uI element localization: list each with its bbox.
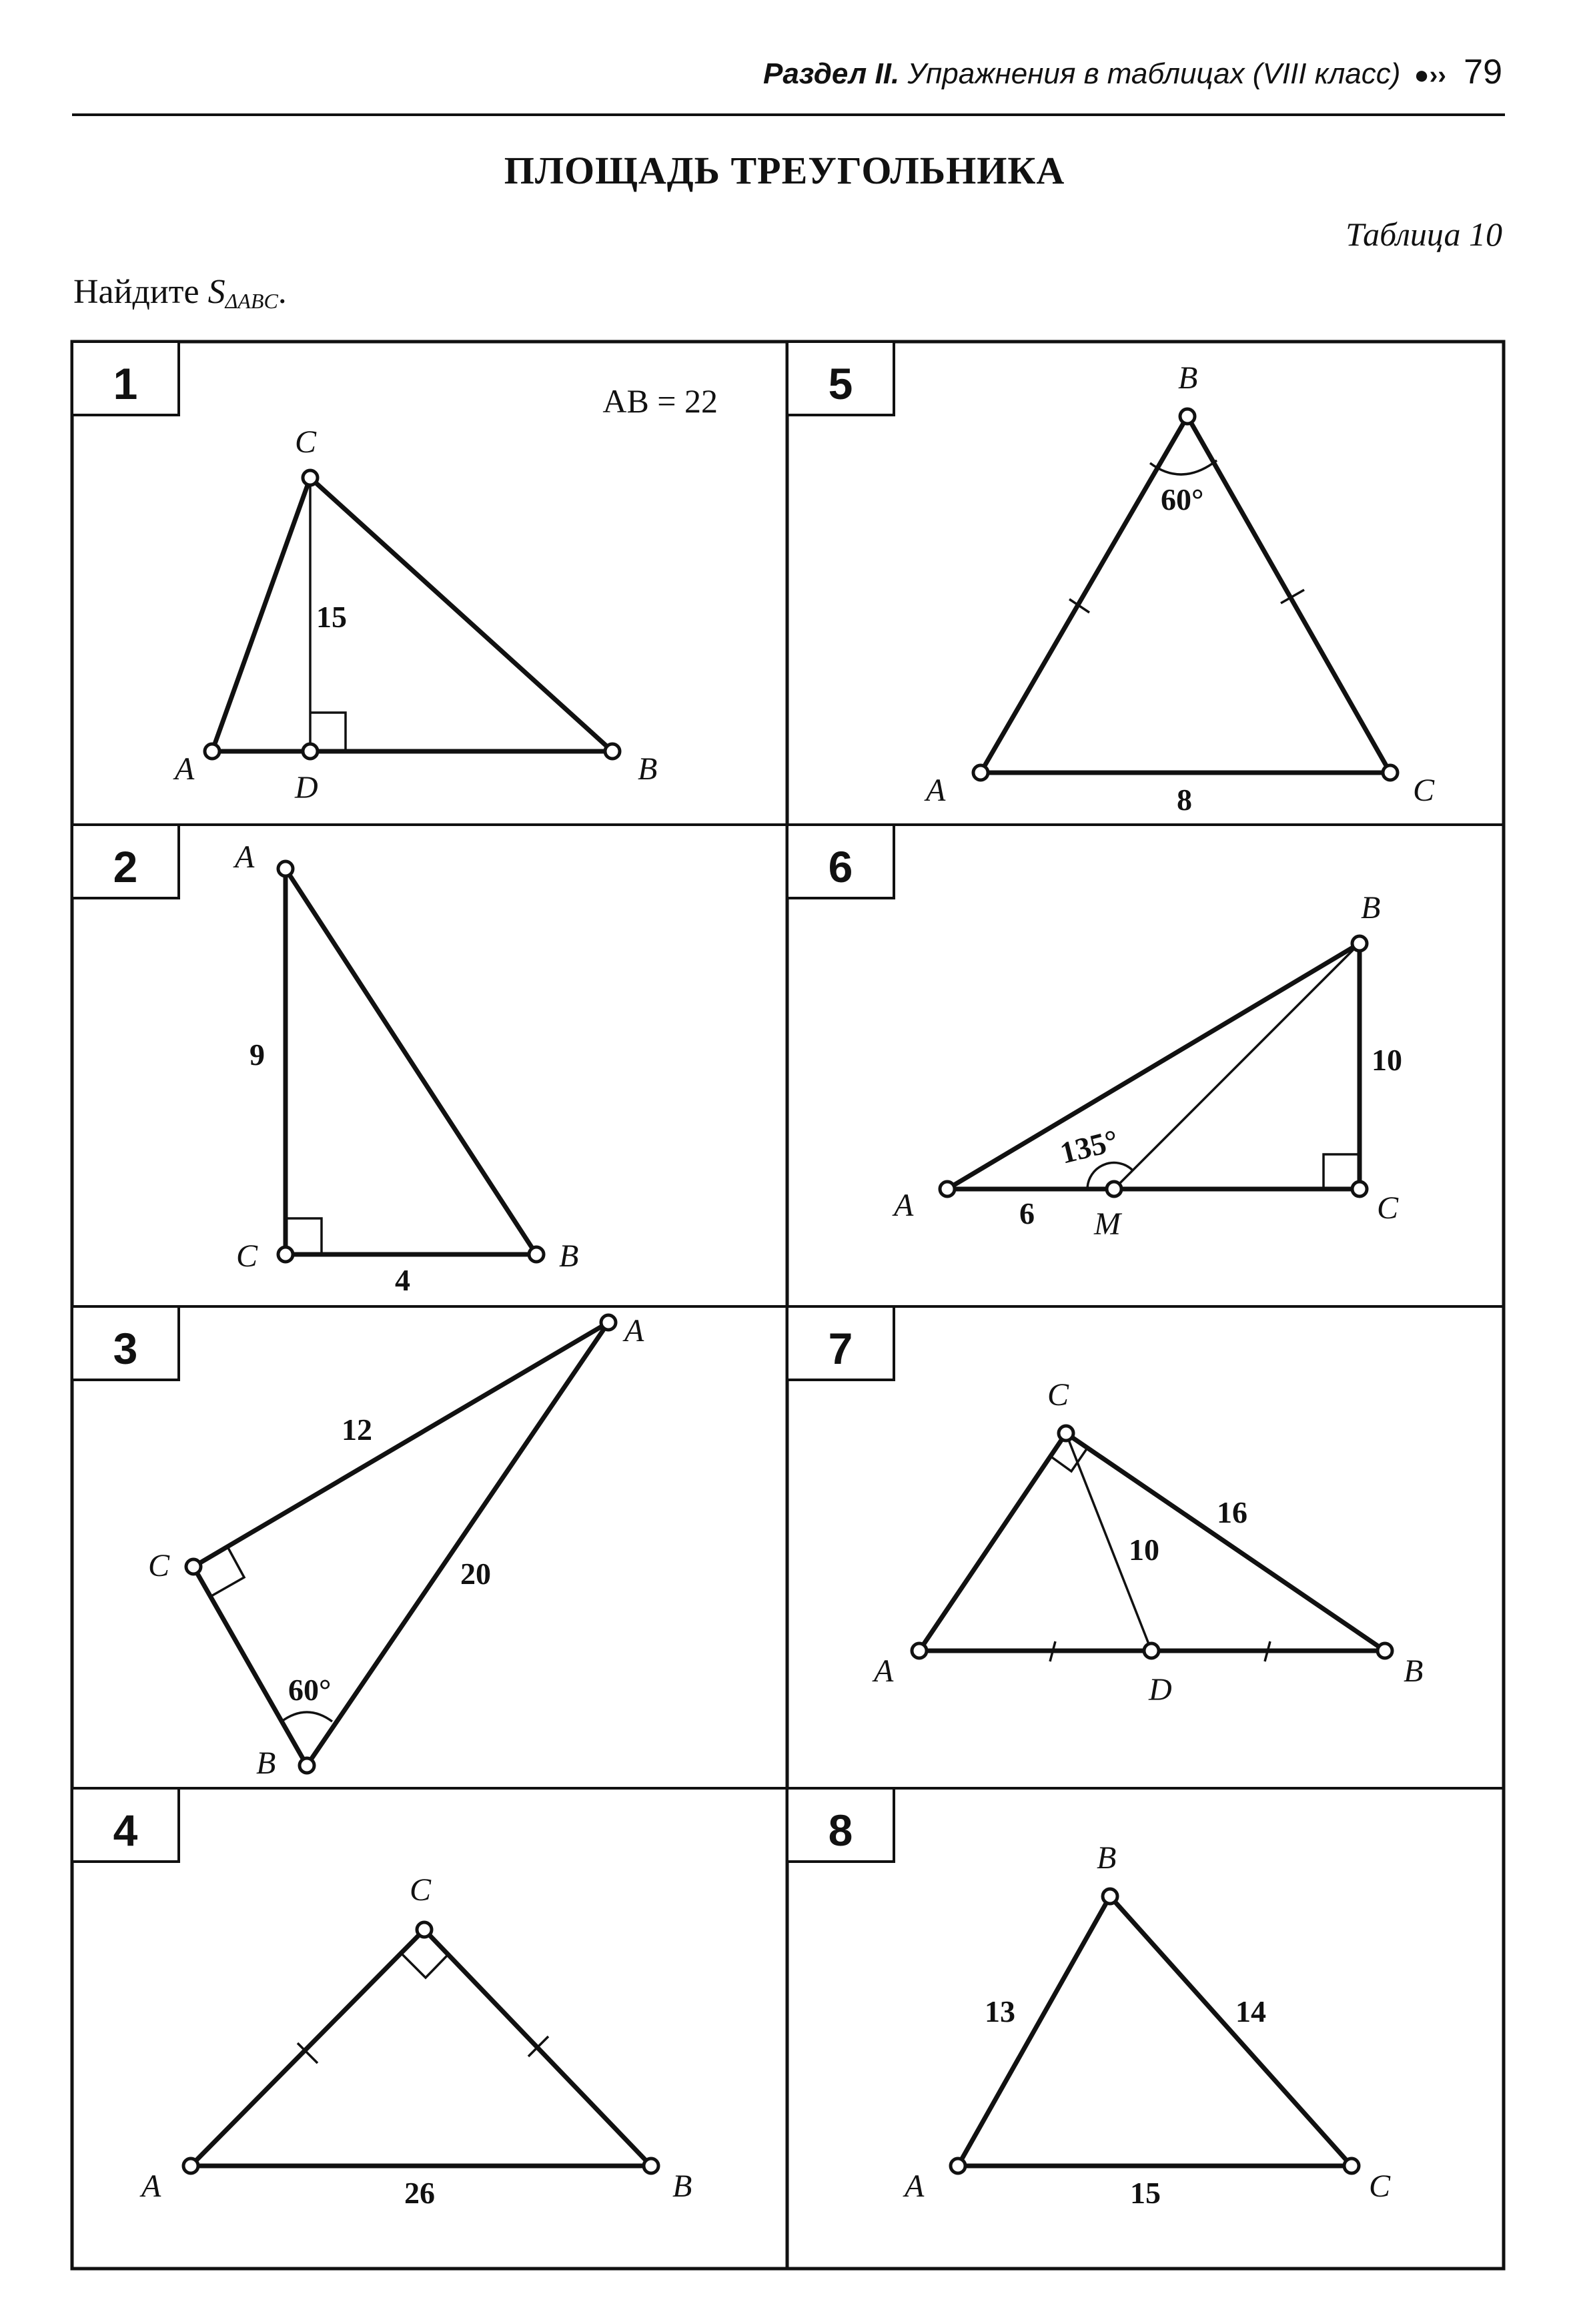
cell-3-number: 3 [113, 1324, 138, 1373]
cell-7-value-cd: 10 [1129, 1533, 1159, 1567]
cell-4-value-ab: 26 [404, 2176, 435, 2210]
cell-6-value-bc: 10 [1372, 1043, 1402, 1077]
cell-8-value-ab: 13 [985, 1994, 1015, 2028]
page-number: 79 [1464, 53, 1502, 91]
cell-1-label-c: C [295, 424, 317, 460]
cell-5-value-ac: 8 [1177, 783, 1192, 817]
cell-1-label-d: D [295, 770, 318, 805]
cell-5-value-angle: 60° [1161, 482, 1204, 516]
cell-4-number: 4 [113, 1806, 138, 1855]
cell-6-label-c: C [1377, 1190, 1399, 1226]
table-label: Таблица 10 [1346, 216, 1502, 253]
task-prefix: Найдите [73, 273, 208, 311]
section-subtitle: Упражнения в таблицах (VIII класс) [907, 57, 1401, 90]
cell-3-label-c: C [148, 1548, 170, 1583]
cell-6-value-angle: 135° [1057, 1123, 1122, 1170]
cell-7-number: 7 [828, 1324, 853, 1373]
cell-1-label-b: B [638, 751, 658, 787]
cell-3-label-b: B [256, 1746, 276, 1781]
cell-2-label-b: B [559, 1238, 579, 1274]
cell-4-label-a: A [141, 2169, 161, 2204]
page-title: ПЛОЩАДЬ ТРЕУГОЛЬНИКА [504, 149, 1065, 192]
cell-8-value-bc: 14 [1235, 1994, 1266, 2028]
cell-8-label-a: A [905, 2169, 925, 2204]
cell-2-value-cb: 4 [395, 1263, 410, 1297]
dots-icon: ●›› [1414, 61, 1446, 89]
cell-4-figure [183, 1922, 658, 2173]
section-label: Раздел II. [763, 57, 900, 90]
cell-6-label-a: A [894, 1188, 914, 1223]
cell-7-value-cb: 16 [1217, 1495, 1247, 1529]
cell-5-figure [973, 409, 1398, 780]
cell-2-figure [278, 861, 544, 1262]
cell-6-figure [940, 936, 1367, 1196]
cell-1-figure [205, 470, 620, 759]
cell-8-figure [951, 1889, 1359, 2173]
cell-5-number: 5 [828, 359, 853, 408]
cell-2-label-c: C [236, 1238, 258, 1274]
cell-8-number: 8 [828, 1806, 853, 1855]
cell-3-label-a: A [624, 1313, 644, 1348]
cell-4-label-b: B [672, 2169, 692, 2204]
cell-5-label-c: C [1413, 773, 1435, 808]
cell-4-label-c: C [410, 1872, 432, 1908]
cell-3-value-ab: 20 [460, 1557, 491, 1591]
cell-1-value-height: 15 [316, 600, 347, 634]
cell-6-label-b: B [1361, 890, 1381, 925]
cell-7-label-b: B [1404, 1653, 1424, 1689]
cell-1-given: AB = 22 [602, 382, 718, 420]
cell-6-number: 6 [828, 842, 853, 891]
cell-2-number: 2 [113, 842, 138, 891]
cell-5-label-a: A [926, 773, 946, 808]
cell-1-label-a: A [175, 751, 195, 787]
cell-3-value-angle: 60° [288, 1673, 332, 1707]
cell-number-boxes [72, 342, 894, 1862]
cell-8-label-c: C [1369, 2169, 1391, 2204]
cell-1-number: 1 [113, 359, 138, 408]
task-suffix: . [278, 273, 287, 311]
cell-3-value-ca: 12 [342, 1413, 372, 1447]
cell-7-label-a: A [874, 1653, 894, 1689]
task-subscript: ΔABC [225, 289, 278, 313]
cell-2-label-a: A [235, 839, 255, 875]
cell-5-label-b: B [1178, 360, 1198, 396]
cell-6-value-am: 6 [1019, 1196, 1035, 1230]
cell-7-label-d: D [1149, 1672, 1172, 1707]
cell-6-label-m: M [1094, 1206, 1121, 1242]
cell-8-label-b: B [1097, 1840, 1117, 1876]
cell-8-value-ac: 15 [1130, 2176, 1161, 2210]
cell-3-figure [186, 1315, 616, 1773]
cell-2-value-ac: 9 [249, 1038, 265, 1072]
cell-7-label-c: C [1047, 1377, 1069, 1413]
task-s: S [207, 273, 225, 311]
